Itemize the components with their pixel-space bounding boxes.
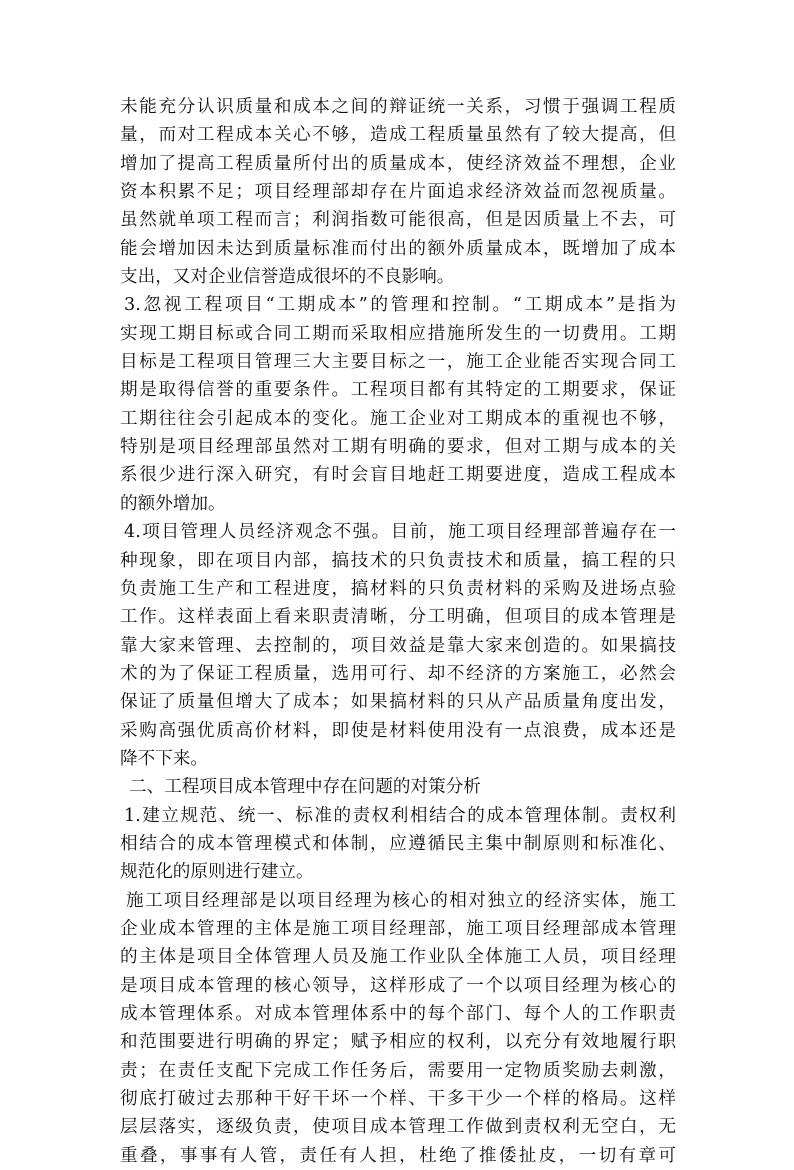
text-line: 的额外增加。 [120,493,226,514]
text-line: 术的为了保证工程质量，选用可行、却不经济的方案施工，必然会 [120,663,676,684]
text-line: 虽然就单项工程而言；利润指数可能很高，但是因质量上不去，可 [120,210,676,231]
text-line: 彻底打破过去那种干好干坏一个样、干多干少一个样的格局。这样 [120,1089,676,1110]
text-line: 种现象，即在项目内部，搞技术的只负责技术和质量，搞工程的只 [120,550,676,571]
text-line: 责；在责任支配下完成工作任务后，需要用一定物质奖励去刺激， [120,1060,676,1081]
text-line: 工期往往会引起成本的变化。施工企业对工期成本的重视也不够， [120,408,676,429]
document-body [120,93,676,1170]
text-line: 靠大家来管理、去控制的，项目效益是靠大家来创造的。如果搞技 [120,635,676,656]
text-line: 资本积累不足；项目经理部却存在片面追求经济效益而忽视质量。 [120,182,676,203]
text-line: 增加了提高工程质量所付出的质量成本，使经济效益不理想，企业 [120,153,676,174]
text-line: 层层落实，逐级负责，使项目成本管理工作做到责权利无空白，无 [120,1117,676,1138]
text-line: 3.忽视工程项目“工期成本”的管理和控制。“工期成本”是指为 [124,295,676,316]
text-line: 相结合的成本管理模式和体制，应遵循民主集中制原则和标准化、 [120,833,676,854]
text-line: 实现工期目标或合同工期而采取相应措施所发生的一切费用。工期 [120,323,676,344]
text-line: 施工项目经理部是以项目经理为核心的相对独立的经济实体，施工 [126,890,676,911]
text-line: 规范化的原则进行建立。 [120,862,314,883]
text-line: 工作。这样表面上看来职责清晰，分工明确，但项目的成本管理是 [120,607,676,628]
text-line: 系很少进行深入研究，有时会盲目地赶工期要进度，造成工程成本 [120,465,676,486]
text-line: 1.建立规范、统一、标准的责权利相结合的成本管理体制。责权利 [124,805,676,826]
text-line: 和范围要进行明确的界定；赋予相应的权利，以充分有效地履行职 [120,1032,676,1053]
text-line: 特别是项目经理部虽然对工期有明确的要求，但对工期与成本的关 [120,437,676,458]
text-line: 是项目成本管理的核心领导，这样形成了一个以项目经理为核心的 [120,975,676,996]
text-line: 保证了质量但增大了成本；如果搞材料的只从产品质量角度出发， [120,692,676,713]
text-line: 负责施工生产和工程进度，搞材料的只负责材料的采购及进场点验 [120,578,676,599]
text-line: 采购高强优质高价材料，即使是材料使用没有一点浪费，成本还是 [120,720,676,741]
text-line: 4.项目管理人员经济观念不强。目前，施工项目经理部普遍存在一 [124,522,676,543]
text-line: 期是取得信誉的重要条件。工程项目都有其特定的工期要求，保证 [120,380,676,401]
text-line: 成本管理体系。对成本管理体系中的每个部门、每个人的工作职责 [120,1004,676,1024]
section-heading: 二、工程项目成本管理中存在问题的对策分析 [129,777,481,798]
text-line: 重叠，事事有人管，责任有人担，杜绝了推倭扯皮，一切有章可 [120,1145,676,1166]
text-line: 降不下来。 [120,748,208,769]
text-line: 目标是工程项目管理三大主要目标之一，施工企业能否实现合同工 [120,352,676,373]
text-line: 未能充分认识质量和成本之间的辩证统一关系，习惯于强调工程质 [120,97,676,117]
text-line: 支出，又对企业信誉造成很坏的不良影响。 [120,267,455,288]
text-line: 能会增加因未达到质量标准而付出的额外质量成本，既增加了成本 [120,238,676,259]
text-line: 的主体是项目全体管理人员及施工作业队全体施工人员，项目经理 [120,947,676,968]
text-line: 量，而对工程成本关心不够，造成工程质量虽然有了较大提高，但 [120,125,676,146]
text-line: 企业成本管理的主体是施工项目经理部，施工项目经理部成本管理 [120,918,676,939]
